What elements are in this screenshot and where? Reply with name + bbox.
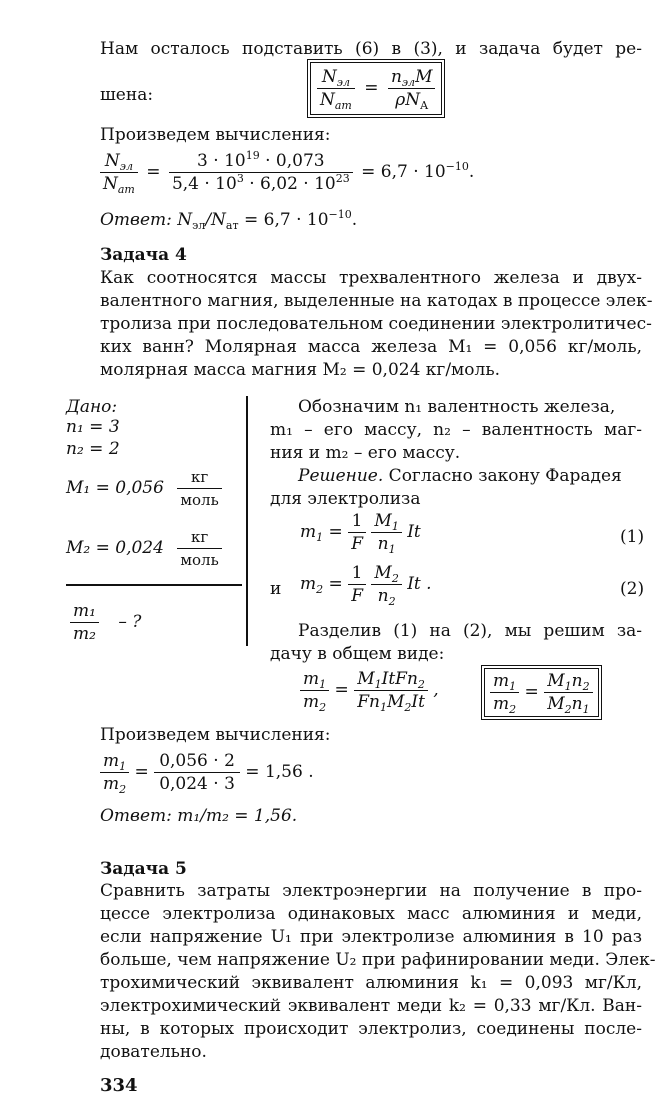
given-divider	[66, 584, 242, 586]
task-4-line: валентного магния, выделенные на катодах в процессе элек-	[100, 291, 653, 311]
answer-1: Ответ: $N_{эл}/N_{ат} = 6,7 \cdot 10^{-10}$.	[100, 208, 358, 232]
formula-lhs: $\frac{N_{эл}}{N_{ат}}$	[317, 66, 355, 111]
equation-2-number: (2)	[620, 579, 645, 599]
formula-rhs: $\frac{n_{эл}M}{\rho N_A}$	[388, 66, 436, 111]
task-5-line: ны, в которых происходит электролиз, соединены после-	[100, 1019, 642, 1039]
task-4-title: Задача 4	[100, 245, 187, 265]
equation-1: $m_1$ = $\frac{1}{F}$ $\frac{M_1}{n_1}$ It	[300, 511, 421, 556]
page-number: 334	[100, 1075, 138, 1096]
divide-line-2: дачу в общем виде:	[270, 644, 445, 664]
given-n2: n₂ = 2	[66, 439, 120, 459]
calculation-2: $\frac{m_1}{m_2}$ = $\frac{0,056 \cdot 2}{0,024 \cdot 3}$ = 1,56 .	[100, 750, 314, 795]
compute-label-1: Произведем вычисления:	[100, 125, 331, 145]
task-5-line: цессе электролиза одинаковых масс алюминия и меди,	[100, 904, 642, 924]
solution-line: Обозначим n₁ валентность железа,	[298, 397, 616, 417]
general-solution: $\frac{m_1}{m_2}$ = $\frac{M_1ItFn_2}{Fn_1M_2It}$ ,	[300, 668, 439, 713]
answer-2: Ответ: m₁/m₂ = 1,56.	[100, 806, 298, 826]
task-5-last-line: довательно.	[100, 1042, 207, 1062]
and-word: и	[270, 579, 282, 599]
given-n1: n₁ = 3	[66, 417, 120, 437]
task-5-line: электрохимический эквивалент меди k₂ = 0,33 мг/Кл. Ван-	[100, 996, 642, 1016]
solution-label: Решение. Согласно закону Фарадея	[298, 466, 622, 486]
task-5-line: больше, чем напряжение U₂ при рафинировании меди. Элек-	[100, 950, 656, 970]
given-vertical-rule	[246, 396, 248, 646]
given-label: Дано:	[66, 397, 118, 417]
intro-line-2: шена:	[100, 85, 154, 105]
solution-line: ния и m₂ – его массу.	[270, 443, 461, 463]
divide-line-1: Разделив (1) на (2), мы решим за-	[298, 621, 642, 641]
task-5-line: если напряжение U₁ при электролизе алюминия в 10 раз	[100, 927, 642, 947]
given-M2: M₂ = 0,024 $\frac{кг}{\text{моль}}$	[66, 526, 222, 571]
task-5-title: Задача 5	[100, 859, 187, 879]
given-find: $\frac{\text{m₁}}{\text{m₂}}$ – ?	[70, 600, 141, 645]
task-4-line: молярная масса магния M₂ = 0,024 кг/моль.	[100, 360, 500, 380]
calculation-1: $\frac{N_{эл}}{N_{ат}}$ = $\frac{3 \cdot 10^{19} \cdot 0,073}{5,4 \cdot 10^3 \cdot 6,02 \cdot 10^{23}}$ = $6,7 \cdot 10^{-10}$.	[100, 150, 474, 195]
equation-2: $m_2$ = $\frac{1}{F}$ $\frac{M_2}{n_2}$ It .	[300, 563, 432, 608]
compute-label-2: Произведем вычисления:	[100, 725, 331, 745]
task-4-line: Как соотносятся массы трехвалентного железа и двух-	[100, 268, 642, 288]
task-5-line: Сравнить затраты электроэнергии на получение в про-	[100, 881, 642, 901]
task-4-line: тролиза при последовательном соединении электролитичес-	[100, 314, 652, 334]
intro-line-1: Нам осталось подставить (6) в (3), и задача будет ре-	[100, 39, 642, 59]
task-5-line: трохимический эквивалент алюминия k₁ = 0,093 мг/Кл,	[100, 973, 642, 993]
given-M1: M₁ = 0,056 $\frac{кг}{\text{моль}}$	[66, 466, 222, 511]
task-4-line: ких ванн? Молярная масса железа M₁ = 0,056 кг/моль,	[100, 337, 642, 357]
boxed-formula-n-ratio: $\frac{N_{эл}}{N_{ат}}$ = $\frac{n_{эл}M}{\rho N_A}$	[310, 62, 442, 115]
equation-1-number: (1)	[620, 527, 645, 547]
solution-line: для электролиза	[270, 489, 421, 509]
boxed-general-solution: $\frac{m_1}{m_2}$ = $\frac{M_1n_2}{M_2n_1}$	[484, 668, 599, 717]
solution-line: m₁ – его массу, n₂ – валентность маг-	[270, 420, 642, 440]
